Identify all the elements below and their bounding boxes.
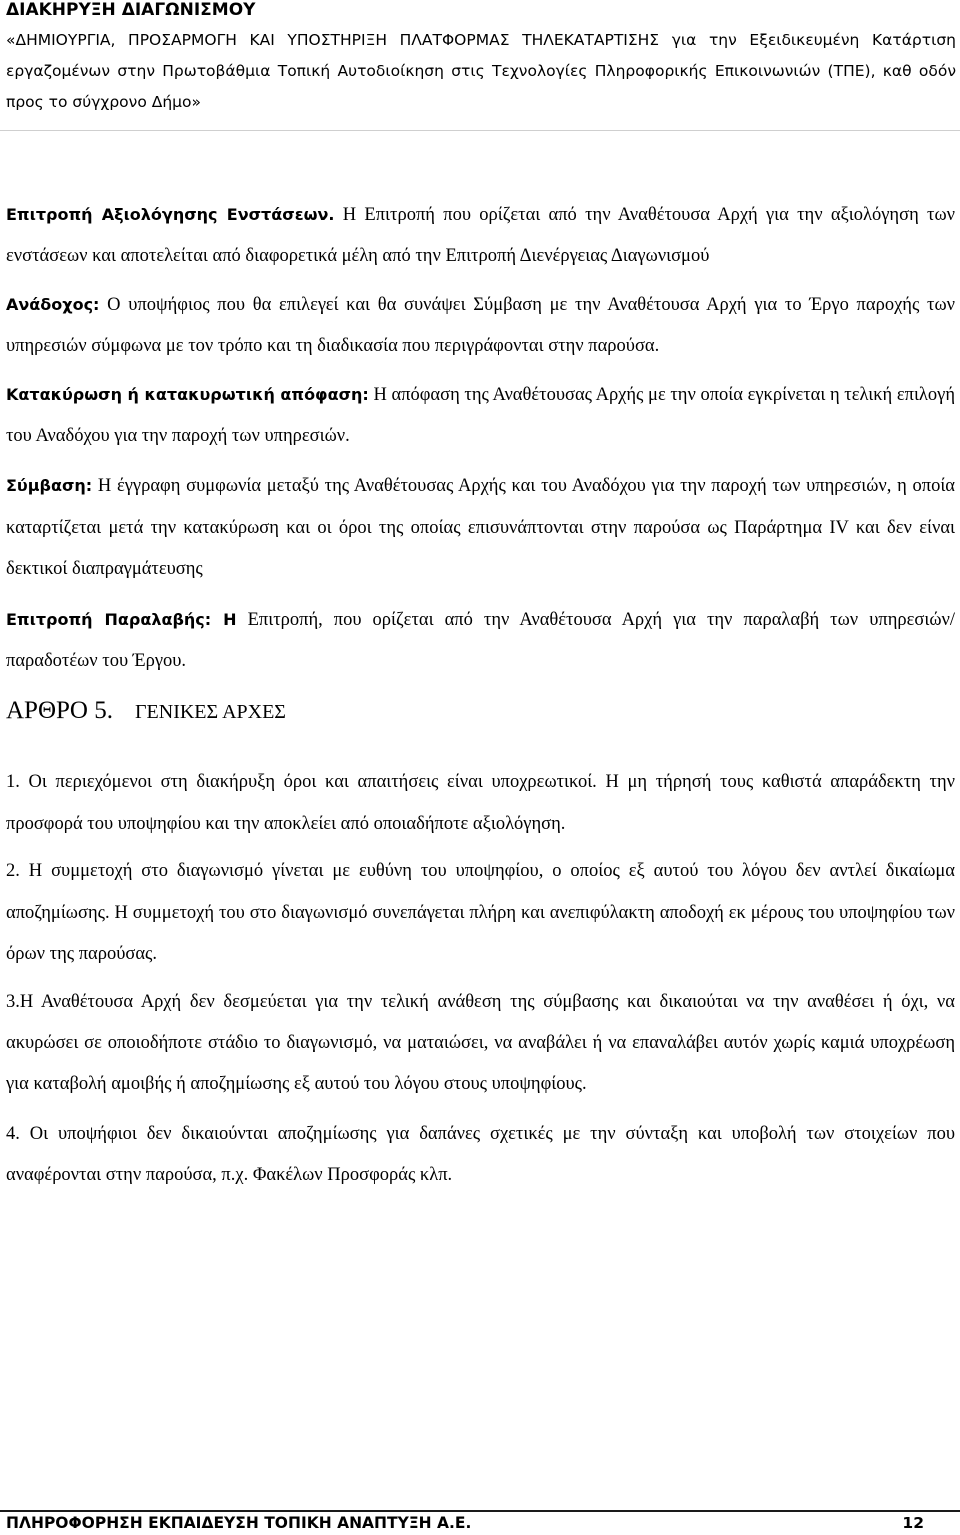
definition-term: Επιτροπή Παραλαβής: Η [6,609,237,629]
definition-text: Η απόφαση της Αναθέτουσας Αρχής με την οποία εγκρίνεται η τελική επιλογή του Αναδόχου για την παροχή των υπηρεσιών. [6,384,955,447]
definition-term: Σύμβαση: [6,476,93,496]
clause-paragraph: 2. Η συμμετοχή στο διαγωνισμό γίνεται με ευθύνη του υποψηφίου, ο οποίος εξ αυτού του λόγου δεν αντλεί δικαίωμα αποζημίωσης. Η συμμετοχή του στο διαγωνισμό συνεπάγεται πλήρη και ανεπιφύλακτη αποδοχή εκ μέρους του υποψηφίου των όρων της παρούσας. [6,861,955,965]
definition-term: Επιτροπή Αξιολόγησης Ενστάσεων. [6,205,335,224]
page-header [6,0,956,118]
article-heading [6,690,955,734]
definition-text: Η Επιτροπή που ορίζεται από την Αναθέτουσα Αρχή για την αξιολόγηση των ενστάσεων και αποτελείται από διαφορετικά μέλη από την Επιτροπή Διενέργειας Διαγωνισμού [6,205,955,267]
definition-paragraph [6,194,955,278]
clause-paragraph: 1. Οι περιεχόμενοι στη διακήρυξη όροι και απαιτήσεις είναι υποχρεωτικοί. Η μη τήρησή τους καθιστά απαράδεκτη την προσφορά του υποψηφίου και την αποκλείει από οποιαδήποτε αξιολόγηση. [6,772,955,834]
definition-term: Κατακύρωση ή κατακυρωτική απόφαση: [6,384,369,404]
footer-divider [0,1510,960,1512]
document-body [6,194,955,1197]
definition-paragraph [6,374,955,458]
footer-text: ΠΛΗΡΟΦΟΡΗΣΗ ΕΚΠΑΙΔΕΥΣΗ ΤΟΠΙΚΗ ΑΝΑΠΤΥΞΗ Α.Ε. [6,1514,472,1532]
header-divider [0,130,960,131]
header-title: ΔΙΑΚΗΡΥΞΗ ΔΙΑΓΩΝΙΣΜΟΥ [6,0,256,20]
definition-paragraph [6,465,955,590]
definition-paragraph [6,284,955,368]
definition-text: Η έγγραφη συμφωνία μεταξύ της Αναθέτουσας Αρχής και του Αναδόχου για την παροχή των υπηρεσιών, η οποία καταρτίζεται μετά την κατακύρωση και οι όροι της οποίας επισυνάπτονται στην παρούσα ως Παράρτημα IV και δεν είναι δεκτικοί διαπραγμάτευσης [6,476,955,580]
article-title: ΓΕΝΙΚΕΣ ΑΡΧΕΣ [134,701,286,724]
clause-paragraph: 3.Η Αναθέτουσα Αρχή δεν δεσμεύεται για την τελική ανάθεση της σύμβασης και δικαιούται να την αναθέσει ή όχι, να ακυρώσει σε οποιοδήποτε στάδιο το διαγωνισμό, να ματαιώσει, να αναβάλει ή να επαναλάβει αυτόν χωρίς καμιά υποχρέωση για καταβολή αμοιβής ή αποζημίωσης εξ αυτού του λόγου στους υποψηφίους. [6,991,955,1095]
definition-text: Επιτροπή, που ορίζεται από την Αναθέτουσα Αρχή για την παραλαβή των υπηρεσιών/παραδοτέων του Έργου. [6,609,955,672]
definition-text: Ο υποψήφιος που θα επιλεγεί και θα συνάψει Σύμβαση με την Αναθέτουσα Αρχή για το Έργο παροχής των υπηρεσιών σύμφωνα με τον τρόπο και τη διαδικασία που περιγράφονται στην παρούσα. [6,294,955,357]
definition-paragraph [6,599,955,683]
page-number: 12 [902,1514,924,1532]
article-number: ΑΡΘΡΟ 5. [6,697,113,725]
definition-term: Ανάδοχος: [6,294,100,314]
clause-paragraph: 4. Οι υποψήφιοι δεν δικαιούνται αποζημίωσης για δαπάνες σχετικές με την σύνταξη και υποβολή των στοιχείων που αναφέρονται στην παρούσα, π.χ. Φακέλων Προσφοράς κλπ. [6,1123,955,1186]
header-subtitle: «ΔΗΜΙΟΥΡΓΙΑ, ΠΡΟΣΑΡΜΟΓΗ ΚΑΙ ΥΠΟΣΤΗΡΙΞΗ ΠΛΑΤΦΟΡΜΑΣ ΤΗΛΕΚΑΤΑΡΤΙΣΗΣ για την Εξειδικευμένη Κατάρτιση εργαζομένων στην Πρωτοβάθμια Τοπική Αυτοδιοίκηση στις Τεχνολογίες Πληροφορικής Επικοινωνιών (ΤΠΕ), καθ οδόν προς το σύγχρονο Δήμο» [6,31,956,111]
